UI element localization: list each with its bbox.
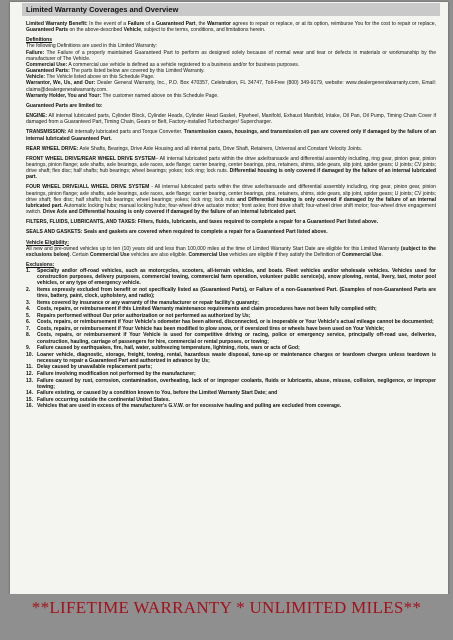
coverage-section-label: REAR WHEEL DRIVE:	[26, 145, 79, 152]
exclusion-item	[26, 345, 436, 351]
exclusion-text: Loaner vehicle, diagnostic, storage, freight, towing, rental, hazardous waste disposal, tune-up or maintenance charges or teardown charges unless teardown is necessary to repair a Guaranteed Part and authorized in advance by Us;	[37, 351, 436, 364]
coverage-section-bold: Drive Axle and Differential housing is only covered if damaged by the failure of an internal lubricated part.	[42, 209, 297, 216]
coverage-section	[26, 129, 436, 141]
warranty-document	[10, 2, 448, 600]
definition-text: The customer named above on this Schedule Page.	[101, 92, 219, 99]
coverage-section-text: All internal lubricated parts, Cylinder Block, Cylinder Heads, Cylinder Head Gasket, Flywheel, Manifold, Exhaust Manifold, Intake, Oil Pan, Oil Pump, Timing Chain Cover if damaged from a Guaranteed Part, Timing Chain, Gears or Belt, Factory-installed Turbocharger/ Supercharger.	[26, 113, 436, 126]
exclusion-number: 1.	[26, 268, 31, 275]
eligibility-block	[26, 240, 436, 258]
exclusion-number: 10.	[26, 351, 34, 358]
coverage-section-label: SEALS AND GASKETS:	[26, 229, 83, 236]
promo-banner	[0, 594, 453, 640]
coverage-section-text: Axle Shafts, Bearings, Drive Axle Housing and all internal parts, Drive Shaft, Retainers, Universal and Constant Velocity Joints.	[78, 145, 363, 152]
exclusion-number: 14.	[26, 390, 34, 397]
exclusion-number: 13.	[26, 377, 34, 384]
exclusion-item	[26, 397, 436, 403]
coverage-section-text: All internally lubricated parts and Torque Converter.	[66, 129, 184, 136]
coverage-section-bold: Seals and gaskets are covered when required to complete a repair for a Guaranteed Part listed above.	[82, 229, 328, 236]
exclusions-heading: Exclusions:	[26, 262, 55, 268]
exclusion-text: Items expressly excluded from benefit or not specifically listed as (Guaranteed Parts), or Failure of a non-Guaranteed Part. (Examples of non-Guaranteed Parts are tires, battery, paint, clock, upholstery, and radio);	[37, 287, 436, 300]
coverage-section	[26, 113, 436, 125]
coverage-section-bold: Filters, fluids, lubricants, and taxes required to complete a repair for a Guaranteed Part listed above.	[136, 219, 379, 226]
exclusion-text: Costs, repairs, or reimbursement if Your Vehicle's odometer has been altered, disconnected, or is inoperable or Your Vehicle's actual mileage cannot be documented;	[37, 319, 434, 326]
exclusion-item	[26, 390, 436, 396]
exclusion-number: 2.	[26, 287, 31, 294]
coverage-section-bold: and Differential housing is only covered if damaged by the failure of an internal lubricated part.	[26, 196, 436, 209]
exclusion-text: Specialty and/or off-road vehicles, such as motorcycles, scooters, all-terrain vehicles, and boats. Fleet vehicles and/or wholesale vehicles. Vehicles used for construction purposes, delivery purposes, commercial towing, commercial farm operation, volunteer public service(s), snow plowing, rental, livery, taxi, motor pool vehicles, or any type of emergency vehicle.	[37, 268, 436, 287]
exclusion-text: Costs, repairs, or reimbursement if Your Vehicle is used for competitive driving or racing, police or emergency service, principally off-road use, deliveries, construction, hauling, carriage of passengers for hire, commercial or rental purposes, or towing;	[37, 332, 436, 345]
coverage-section-label: TRANSMISSION:	[26, 129, 67, 136]
definitions-list	[26, 50, 436, 99]
exclusion-text: Failure involving modification not performed by the manufacturer;	[37, 370, 196, 377]
eligibility-heading: Vehicle Eligibility:	[26, 239, 69, 246]
exclusion-number: 4.	[26, 306, 31, 313]
guaranteed-parts-lead: Guaranteed Parts are limited to:	[26, 102, 103, 109]
exclusion-item	[26, 403, 436, 409]
definitions-lead: The following Definitions are used in this Limited Warranty:	[26, 43, 158, 50]
exclusion-number: 8.	[26, 332, 31, 339]
coverage-section	[26, 219, 436, 225]
coverage-section-text: Automatic locking hubs; manual locking hubs; four-wheel drive actuator motor; front axles; front drive shaft; four-wheel drive shift motor; four-wheel drive engagement switch.	[26, 202, 436, 216]
exclusion-number: 5.	[26, 312, 31, 319]
exclusion-item	[26, 371, 436, 377]
coverage-section	[26, 156, 436, 181]
exclusion-item	[26, 364, 436, 370]
exclusion-number: 6.	[26, 319, 31, 326]
exclusion-item	[26, 300, 436, 306]
exclusions-block	[26, 262, 436, 409]
exclusion-text: Delay caused by unavailable replacement parts;	[37, 364, 153, 371]
definition-text: Dealer General Warranty, Inc., P.O. Box 470357, Celebration, FL 34747, Toll-Free (800) 349-9179, website: www.dealergeneralwarranty.com, Email: claims@dealergeneralwarranty.com.	[26, 80, 436, 93]
coverage-section-bold: Differential housing is only covered if damaged by the failure of an internal lubricated part.	[26, 168, 436, 181]
coverage-section	[26, 229, 436, 235]
definition-item	[26, 93, 436, 99]
exclusion-item	[26, 378, 436, 390]
definition-term: Commercial Use:	[26, 61, 68, 68]
exclusion-item	[26, 352, 436, 364]
definition-term: Warranty Holder, You and Your:	[26, 92, 102, 99]
document-title: Limited Warranty Coverages and Overview	[22, 3, 440, 16]
eligibility-text: All new and pre-owned vehicles up to ten (10) years old and less than 100,000 miles at the time of Limited Warranty Start Date are eligible for this Limited Warranty (subject to the exclusions below). Certain Commercial Use vehicles are also eligible. Commercial Use vehicles are eligible if they satisfy the Definition of Commercial Use.	[26, 245, 436, 258]
exclusions-list	[26, 268, 436, 409]
exclusion-item	[26, 319, 436, 325]
definition-text: The Failure of a properly maintained Guaranteed Part to perform as designed solely because of normal wear and tear or defects in materials or workmanship by the manufacturer of The Vehicle.	[26, 49, 436, 62]
exclusion-number: 11.	[26, 364, 33, 371]
coverage-section	[26, 146, 436, 152]
exclusion-text: Failure caused by earthquakes, fire, hail, water, subfreezing temperature, lightning, riots, wars or acts of God;	[37, 345, 300, 352]
exclusion-text: Failure caused by rust, corrosion, contamination, overheating, lack of or improper coolants, fluids or lubricants, abuse, misuse, collision, negligence, or improper towing;	[37, 377, 436, 390]
coverage-section-bold: Transmission cases, housings, and transmission oil pan are covered only if damaged by the failure of an internal lubricated Guaranteed Part.	[26, 129, 436, 142]
exclusion-text: Items covered by insurance or any warranty of the manufacturer or repair facility's guaranty;	[37, 299, 259, 306]
exclusion-number: 16.	[26, 403, 34, 410]
exclusion-text: Vehicles that are used in excess of the manufacturer's G.V.W. or for excessive hauling and pulling are excluded from coverage.	[37, 403, 342, 410]
intro-term: Limited Warranty Benefit:	[26, 21, 88, 27]
exclusion-text: Costs, repairs, or reimbursement if this Limited Warranty maintenance requirements and claim procedures have not been fully complied with;	[37, 306, 377, 313]
coverage-section-label: FOUR WHEEL DRIVE/ALL WHEEL DRIVE SYSTEM	[26, 184, 150, 191]
definition-term: Vehicle:	[26, 74, 46, 81]
exclusion-number: 12.	[26, 370, 34, 377]
exclusion-number: 9.	[26, 345, 31, 352]
coverage-section	[26, 184, 436, 215]
banner-text: **LIFETIME WARRANTY * UNLIMITED MILES**	[31, 598, 422, 617]
definition-term: Warrantor, We, Us, and Our:	[26, 80, 96, 87]
coverage-section-label: FILTERS, FLUIDS, LUBRICANTS, AND TAXES:	[26, 219, 137, 226]
exclusion-text: Failure occurring outside the continental United States.	[37, 396, 170, 403]
definitions-block	[26, 37, 436, 99]
exclusion-item	[26, 326, 436, 332]
definition-item	[26, 50, 436, 62]
exclusion-item	[26, 287, 436, 299]
exclusion-number: 7.	[26, 325, 31, 332]
coverage-sections	[26, 113, 436, 236]
definition-text: The parts listed below are covered by this Limited Warranty.	[69, 68, 205, 75]
exclusion-item	[26, 306, 436, 312]
exclusion-text: Costs, repairs, or reimbursement if Your Vehicle has been modified to plow snow, or if oversized tires or wheels have been used on Your Vehicle;	[37, 325, 385, 332]
definition-term: Failure:	[26, 49, 45, 56]
definitions-heading: Definitions	[26, 37, 53, 44]
exclusion-number: 15.	[26, 396, 34, 403]
exclusion-text: Repairs performed without Our prior authorization or not performed as authorized by Us;	[37, 312, 251, 319]
coverage-section-label: FRONT WHEEL DRIVE/REAR WHEEL DRIVE SYSTEM	[26, 155, 156, 162]
exclusion-text: Failure existing, or caused by a condition known to You, before the Limited Warranty Start Date; and	[37, 390, 278, 397]
definition-term: Guaranteed Parts:	[26, 68, 70, 75]
coverage-section-text: – All internal lubricated parts within the drive axle/transaxle and differential assembly including, ring gear, pinion gear, pinion bearings, pinion flange; axle shafts, axle bearings, axle races, axle flange; carrier bearing, center bearings, pins, retainers, shims, side gears, slip joint, spider gears; U joints; CV joints; drive shaft; flex disc; half shafts; hub bearings; wheel bearings; yokes; lock ring; lock nuts.	[26, 155, 436, 175]
document-content	[10, 2, 448, 409]
definition-text: A commercial use vehicle is defined as a vehicle registered to a business and/or for business purposes.	[67, 61, 300, 68]
definition-item	[26, 80, 436, 92]
coverage-section-label: ENGINE:	[26, 113, 48, 120]
intro-paragraph: Limited Warranty Benefit: In the event of a Failure of a Guaranteed Part, the Warrantor agrees to repair or replace, or at its option, reimburse You for the cost to repair or replace, Guaranteed Parts on the above-described Vehicle, subject to the terms, conditions, and limitations herein.	[26, 21, 436, 34]
exclusion-item	[26, 268, 436, 286]
definition-text: The Vehicle listed above on this Schedule Page.	[45, 74, 155, 81]
exclusion-item	[26, 332, 436, 344]
exclusion-item	[26, 313, 436, 319]
exclusion-number: 3.	[26, 299, 31, 306]
coverage-section-text: - All internal lubricated parts within the drive axle/transaxle and differential assembly including, ring gear, pinion gear, pinion bearings, pinion flange; axle shafts, axle bearings, axle races, axle flange; carrier bearing, center bearings, pins, retainers, shims, side gears, slip joint, spider gears; U joints; CV joints; drive shaft; flex disc; half shafts; hub bearings; wheel bearings; yokes; lock ring; lock nuts	[26, 184, 436, 203]
